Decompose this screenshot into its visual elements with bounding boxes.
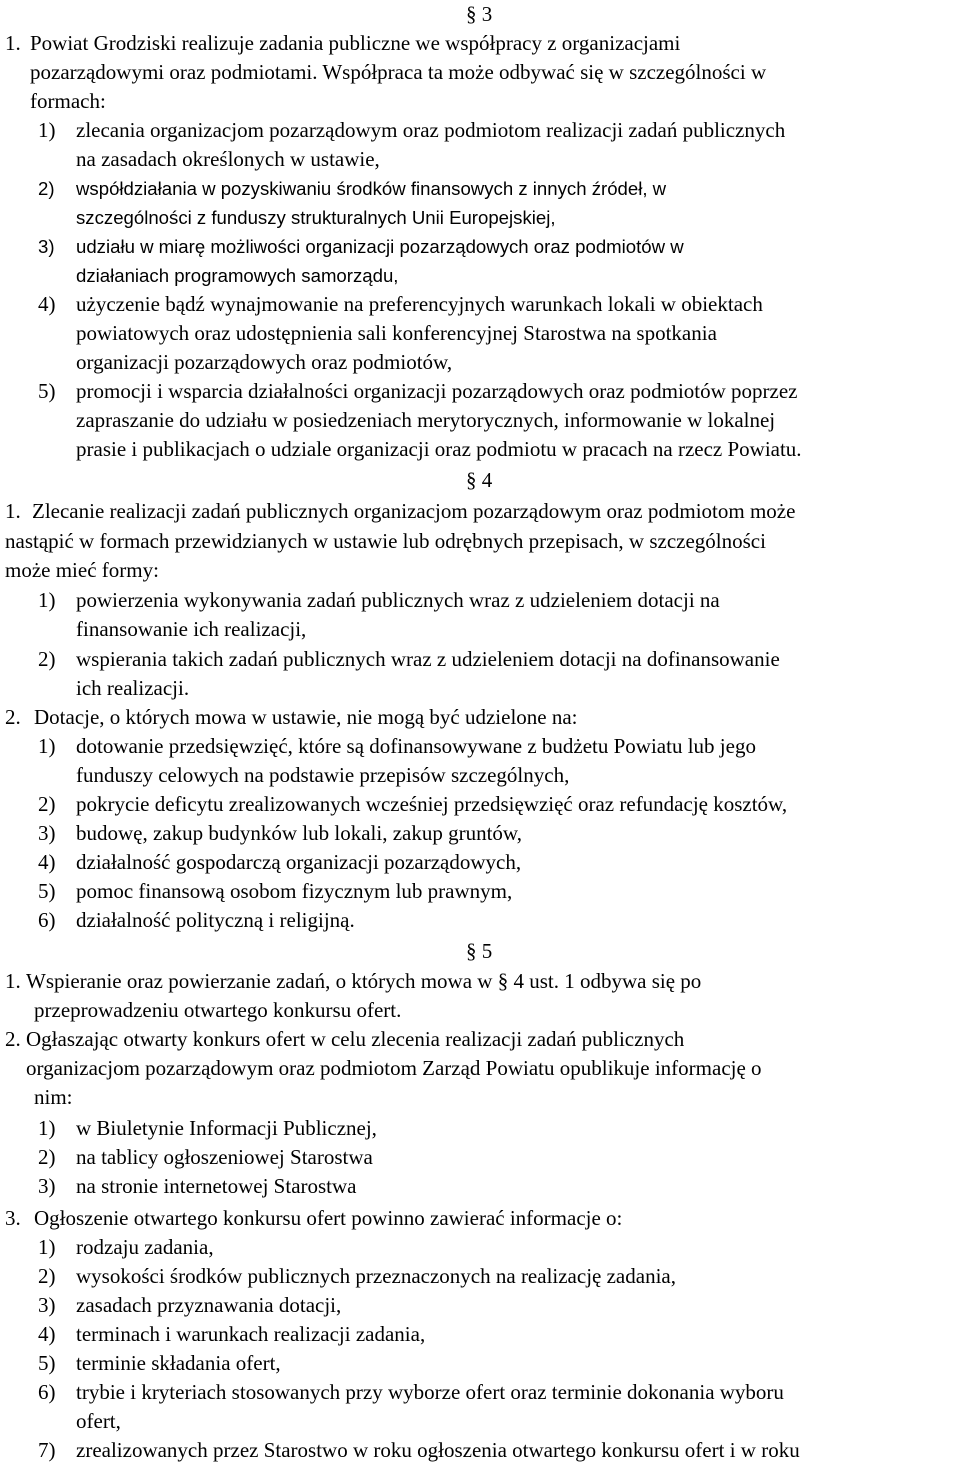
list-item-text: szczególności z funduszy strukturalnych Unii Europejskiej, bbox=[76, 207, 556, 228]
list-item-text: funduszy celowych na podstawie przepisów szczególnych, bbox=[76, 763, 570, 787]
list-item-number: 3) bbox=[38, 821, 56, 845]
list-item-text: zrealizowanych przez Starostwo w roku ogłoszenia otwartego konkursu ofert i w roku bbox=[76, 1438, 800, 1462]
list-item-text: zasadach przyznawania dotacji, bbox=[76, 1293, 342, 1317]
list-item-text: prasie i publikacjach o udziale organizacji oraz podmiotu w pracach na rzecz Powiatu. bbox=[76, 437, 802, 461]
list-item-text: terminach i warunkach realizacji zadania, bbox=[76, 1322, 426, 1346]
section-heading: § 5 bbox=[466, 939, 493, 963]
paragraph-text: Wspieranie oraz powierzanie zadań, o których mowa w § 4 ust. 1 odbywa się po bbox=[26, 969, 702, 993]
list-item-text: powiatowych oraz udostępnienia sali konferencyjnej Starostwa na spotkania bbox=[76, 321, 717, 345]
paragraph-text: może mieć formy: bbox=[5, 558, 159, 582]
list-item-text: promocji i wsparcia działalności organizacji pozarządowych oraz podmiotów poprzez bbox=[76, 379, 798, 403]
paragraph-text: Zlecanie realizacji zadań publicznych organizacjom pozarządowym oraz podmiotom może bbox=[32, 499, 796, 523]
paragraph-text: Ogłoszenie otwartego konkursu ofert powinno zawierać informacje o: bbox=[34, 1206, 623, 1230]
paragraph-text: nastąpić w formach przewidzianych w ustawie lub odrębnych przepisach, w szczególności bbox=[5, 529, 766, 553]
list-item-text: ofert, bbox=[76, 1409, 121, 1433]
paragraph-text: przeprowadzeniu otwartego konkursu ofert. bbox=[34, 998, 402, 1022]
list-item-text: rodzaju zadania, bbox=[76, 1235, 214, 1259]
list-item-text: zlecania organizacjom pozarządowym oraz podmiotom realizacji zadań publicznych bbox=[76, 118, 786, 142]
list-item-number: 1) bbox=[38, 588, 56, 612]
list-item-text: działaniach programowych samorządu, bbox=[76, 265, 399, 286]
list-item-text: w Biuletynie Informacji Publicznej, bbox=[76, 1116, 377, 1140]
list-item-text: finansowanie ich realizacji, bbox=[76, 617, 307, 641]
list-item-text: na stronie internetowej Starostwa bbox=[76, 1174, 357, 1198]
paragraph-number: 1. bbox=[5, 31, 21, 55]
list-item-number: 5) bbox=[38, 379, 56, 403]
paragraph-text: pozarządowymi oraz podmiotami. Współpraca ta może odbywać się w szczególności w bbox=[30, 60, 767, 84]
list-item-text: organizacji pozarządowych oraz podmiotów, bbox=[76, 350, 453, 374]
paragraph-number: 3. bbox=[5, 1206, 21, 1230]
list-item-number: 5) bbox=[38, 1351, 56, 1375]
list-item-number: 2) bbox=[38, 792, 56, 816]
section-heading: § 4 bbox=[466, 468, 493, 492]
paragraph-text: Powiat Grodziski realizuje zadania publiczne we współpracy z organizacjami bbox=[30, 31, 681, 55]
list-item-text: działalność polityczną i religijną. bbox=[76, 908, 355, 932]
list-item-number: 2) bbox=[38, 1145, 56, 1169]
list-item-text: na zasadach określonych w ustawie, bbox=[76, 147, 380, 171]
list-item-text: budowę, zakup budynków lub lokali, zakup gruntów, bbox=[76, 821, 522, 845]
paragraph-text: formach: bbox=[30, 89, 106, 113]
list-item-number: 4) bbox=[38, 850, 56, 874]
list-item-number: 3) bbox=[38, 236, 55, 257]
list-item-number: 1) bbox=[38, 734, 56, 758]
paragraph-text: Ogłaszając otwarty konkurs ofert w celu zlecenia realizacji zadań publicznych bbox=[26, 1027, 685, 1051]
list-item-number: 6) bbox=[38, 908, 56, 932]
paragraph-text: organizacjom pozarządowym oraz podmiotom Zarząd Powiatu opublikuje informację o bbox=[26, 1056, 762, 1080]
list-item-number: 1) bbox=[38, 1235, 56, 1259]
list-item-text: udziału w miarę możliwości organizacji pozarządowych oraz podmiotów w bbox=[76, 236, 684, 257]
list-item-number: 2) bbox=[38, 647, 56, 671]
list-item-text: pomoc finansową osobom fizycznym lub prawnym, bbox=[76, 879, 513, 903]
list-item-number: 3) bbox=[38, 1293, 56, 1317]
list-item-number: 3) bbox=[38, 1174, 56, 1198]
paragraph-text: Dotacje, o których mowa w ustawie, nie mogą być udzielone na: bbox=[34, 705, 578, 729]
list-item-number: 7) bbox=[38, 1438, 56, 1462]
list-item-text: terminie składania ofert, bbox=[76, 1351, 281, 1375]
paragraph-number: 2. bbox=[5, 705, 21, 729]
paragraph-number: 1. bbox=[5, 969, 21, 993]
list-item-text: ich realizacji. bbox=[76, 676, 190, 700]
list-item-text: na tablicy ogłoszeniowej Starostwa bbox=[76, 1145, 373, 1169]
paragraph-number: 2. bbox=[5, 1027, 21, 1051]
list-item-text: pokrycie deficytu zrealizowanych wcześniej przedsięwzięć oraz refundację kosztów, bbox=[76, 792, 788, 816]
paragraph-number: 1. bbox=[5, 499, 21, 523]
list-item-text: działalność gospodarczą organizacji pozarządowych, bbox=[76, 850, 522, 874]
list-item-number: 4) bbox=[38, 292, 56, 316]
list-item-text: zapraszanie do udziału w posiedzeniach merytorycznych, informowanie w lokalnej bbox=[76, 408, 776, 432]
list-item-text: powierzenia wykonywania zadań publicznych wraz z udzieleniem dotacji na bbox=[76, 588, 720, 612]
list-item-text: współdziałania w pozyskiwaniu środków finansowych z innych źródeł, w bbox=[76, 178, 667, 199]
list-item-text: dotowanie przedsięwzięć, które są dofinansowywane z budżetu Powiatu lub jego bbox=[76, 734, 756, 758]
list-item-number: 1) bbox=[38, 1116, 56, 1140]
list-item-text: wysokości środków publicznych przeznaczonych na realizację zadania, bbox=[76, 1264, 676, 1288]
list-item-number: 2) bbox=[38, 1264, 56, 1288]
section-heading: § 3 bbox=[466, 2, 493, 26]
list-item-text: użyczenie bądź wynajmowanie na preferencyjnych warunkach lokali w obiektach bbox=[76, 292, 763, 316]
list-item-number: 6) bbox=[38, 1380, 56, 1404]
list-item-text: wspierania takich zadań publicznych wraz z udzieleniem dotacji na dofinansowanie bbox=[76, 647, 780, 671]
list-item-number: 1) bbox=[38, 118, 56, 142]
paragraph-text: nim: bbox=[34, 1085, 73, 1109]
list-item-number: 2) bbox=[38, 178, 55, 199]
list-item-text: trybie i kryteriach stosowanych przy wyborze ofert oraz terminie dokonania wyboru bbox=[76, 1380, 784, 1404]
list-item-number: 5) bbox=[38, 879, 56, 903]
list-item-number: 4) bbox=[38, 1322, 56, 1346]
